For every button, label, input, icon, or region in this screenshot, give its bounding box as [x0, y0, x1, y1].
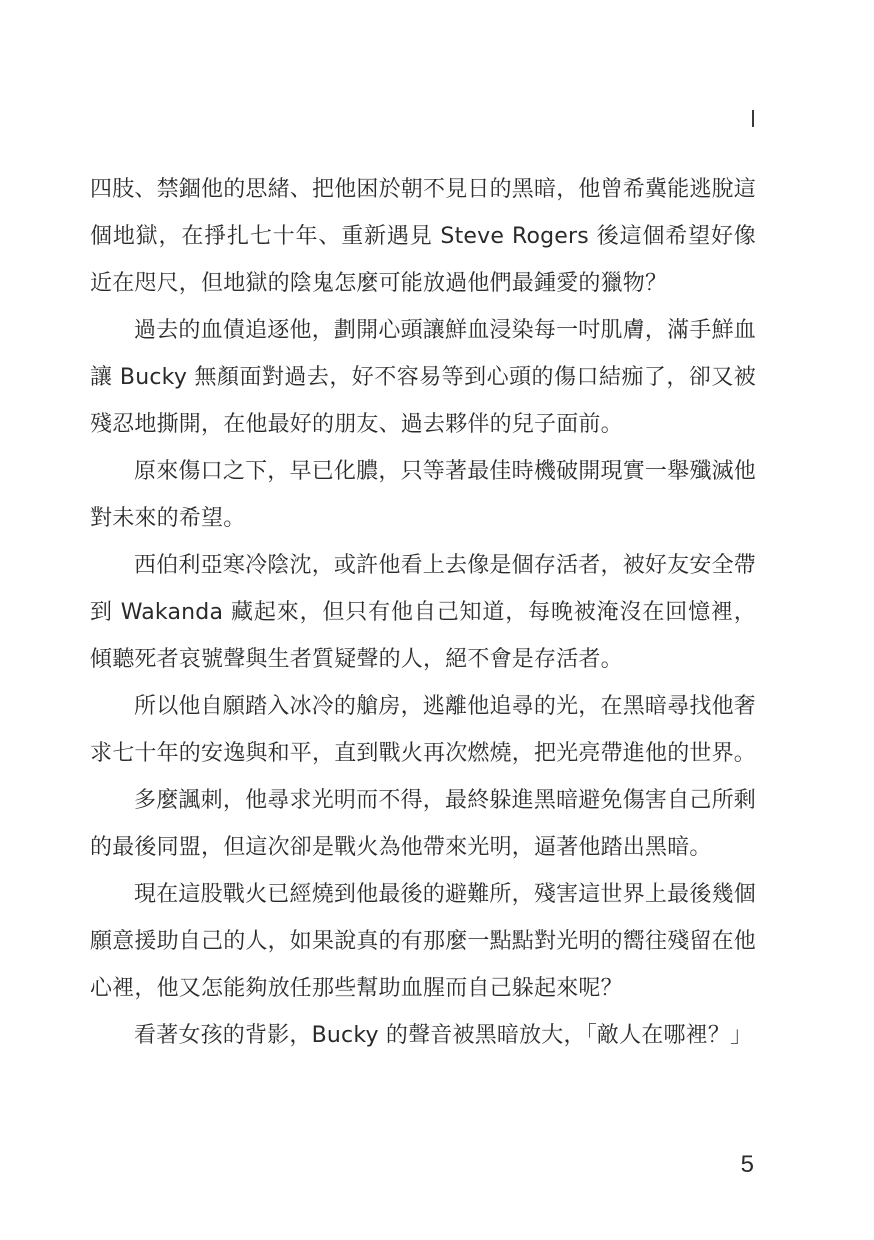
paragraph-7: 現在這股戰火已經燒到他最後的避難所，殘害這世界上最後幾個願意援助自己的人，如果說真的有那麼一點點對光明的嚮往殘留在他心裡，他又怎能夠放任那些幫助血腥而自己躲起來呢？: [90, 882, 757, 1001]
page-number: 5: [740, 1151, 754, 1178]
paragraph-6: 多麼諷刺，他尋求光明而不得，最終躲進黑暗避免傷害自己所剩的最後同盟，但這次卻是戰火為他帶來光明，逼著他踏出黑暗。: [90, 788, 756, 860]
paragraph-5: 所以他自願踏入冰冷的艙房，逃離他追尋的光，在黑暗尋找他奢求七十年的安逸與和平，直到戰火再次燃燒，把光亮帶進他的世界。: [90, 694, 757, 766]
paragraph-2: 過去的血債追逐他，劃開心頭讓鮮血浸染每一吋肌膚，滿手鮮血讓 Bucky 無顏面對過去，好不容易等到心頭的傷口結痂了，卻又被殘忍地撕開，在他最好的朋友、過去夥伴的兒子面前。: [90, 318, 756, 437]
page-body: [90, 166, 756, 1059]
header-divider-mark: [752, 110, 754, 127]
paragraph-8: 看著女孩的背影，Bucky 的聲音被黑暗放大，「敵人在哪裡？」: [134, 1023, 753, 1048]
paragraph-4: 西伯利亞寒冷陰沈，或許他看上去像是個存活者，被好友安全帶到 Wakanda 藏起來，但只有他自己知道，每晚被淹沒在回憶裡，傾聽死者哀號聲與生者質疑聲的人，絕不會是存活者。: [90, 553, 756, 672]
paragraph-3: 原來傷口之下，早已化膿，只等著最佳時機破開現實一舉殲滅他對未來的希望。: [90, 459, 756, 531]
paragraph-1: 四肢、禁錮他的思緒、把他困於朝不見日的黑暗，他曾希冀能逃脫這個地獄，在掙扎七十年、重新遇見 Steve Rogers 後這個希望好像近在咫尺，但地獄的陰鬼怎麼可能放過他們最鍾愛的獵物？: [90, 177, 757, 296]
